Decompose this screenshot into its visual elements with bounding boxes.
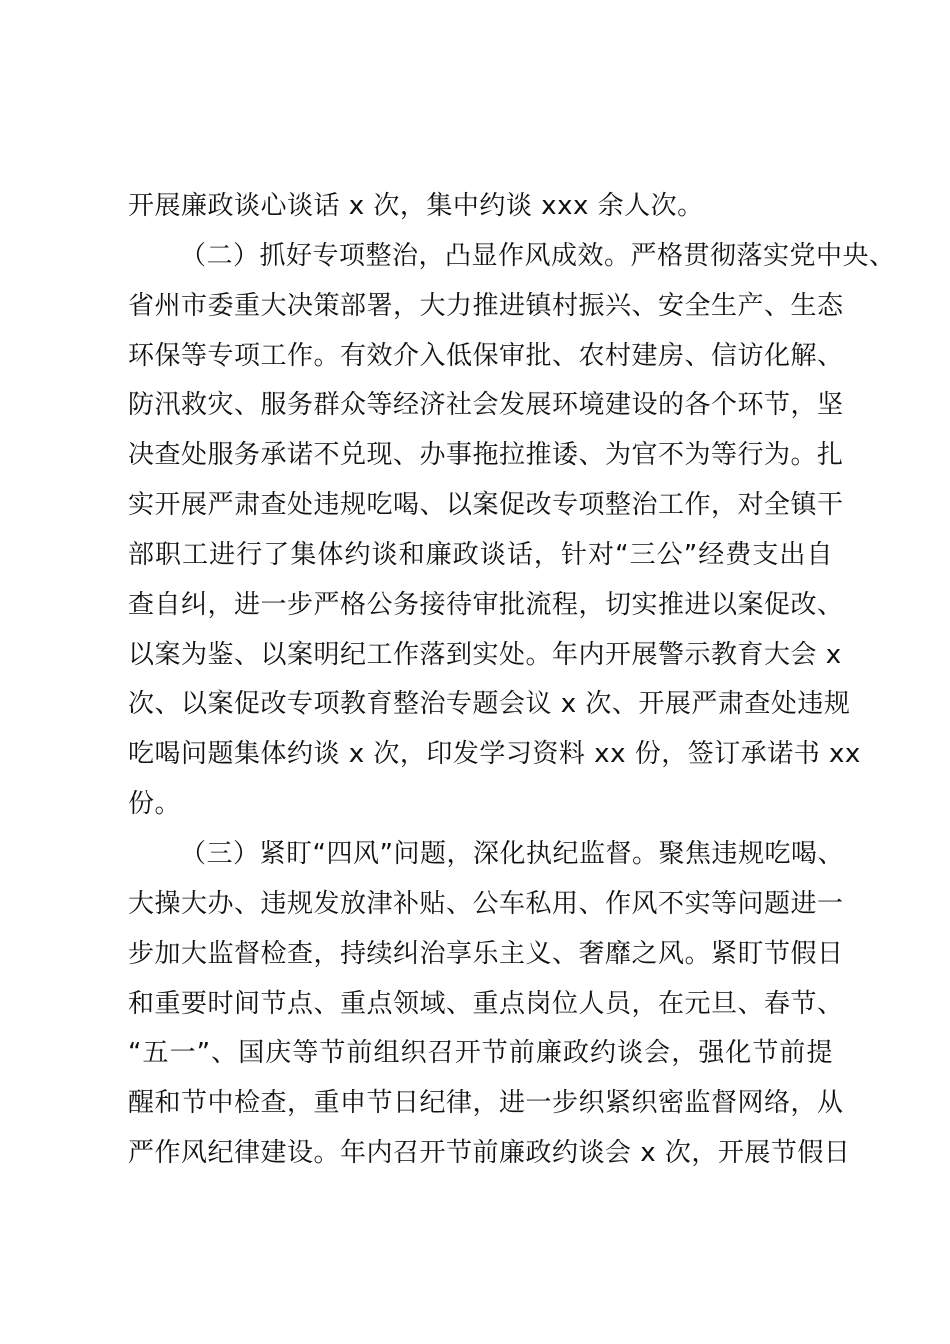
text-line: 开展廉政谈心谈话 x 次，集中约谈 xxx 余人次。 <box>128 191 704 221</box>
text-line: 实开展严肃查处违规吃喝、以案促改专项整治工作，对全镇干 <box>128 490 844 521</box>
text-line: 环保等专项工作。有效介入低保审批、农村建房、信访化解、 <box>128 340 844 371</box>
text-line: 大操大办、违规发放津补贴、公车私用、作风不实等问题进一 <box>128 888 844 919</box>
paragraph-start-line: （三）紧盯“四风”问题，深化执纪监督。聚焦违规吃喝、 <box>180 838 844 869</box>
text-line: 省州市委重大决策部署，大力推进镇村振兴、安全生产、生态 <box>128 290 844 321</box>
body-text <box>128 182 896 1179</box>
text-line: “五一”、国庆等节前组织召开节前廉政约谈会，强化节前提 <box>128 1038 833 1069</box>
text-line: 次、以案促改专项教育整治专题会议 x 次、开展严肃查处违规 <box>128 689 851 720</box>
text-line: 决查处服务承诺不兑现、办事拖拉推诿、为官不为等行为。扎 <box>128 440 844 471</box>
text-line: 和重要时间节点、重点领域、重点岗位人员，在元旦、春节、 <box>128 988 844 1019</box>
text-line: 吃喝问题集体约谈 x 次，印发学习资料 xx 份，签订承诺书 xx <box>128 739 861 770</box>
text-line: 步加大监督检查，持续纠治享乐主义、奢靡之风。紧盯节假日 <box>128 938 844 969</box>
text-line: 防汛救灾、服务群众等经济社会发展环境建设的各个环节，坚 <box>128 390 844 421</box>
paragraph-start-line: （二）抓好专项整治，凸显作风成效。严格贯彻落实党中央、 <box>180 240 896 271</box>
text-line: 以案为鉴、以案明纪工作落到实处。年内开展警示教育大会 x <box>128 639 842 670</box>
text-line: 份。 <box>128 789 182 820</box>
text-line: 醒和节中检查，重申节日纪律，进一步织紧织密监督网络，从 <box>128 1088 844 1119</box>
text-line: 部职工进行了集体约谈和廉政谈话，针对“三公”经费支出自 <box>128 539 833 570</box>
text-line: 查自纠，进一步严格公务接待审批流程，切实推进以案促改、 <box>128 589 844 620</box>
text-line: 严作风纪律建设。年内召开节前廉政约谈会 x 次，开展节假日 <box>128 1138 851 1169</box>
